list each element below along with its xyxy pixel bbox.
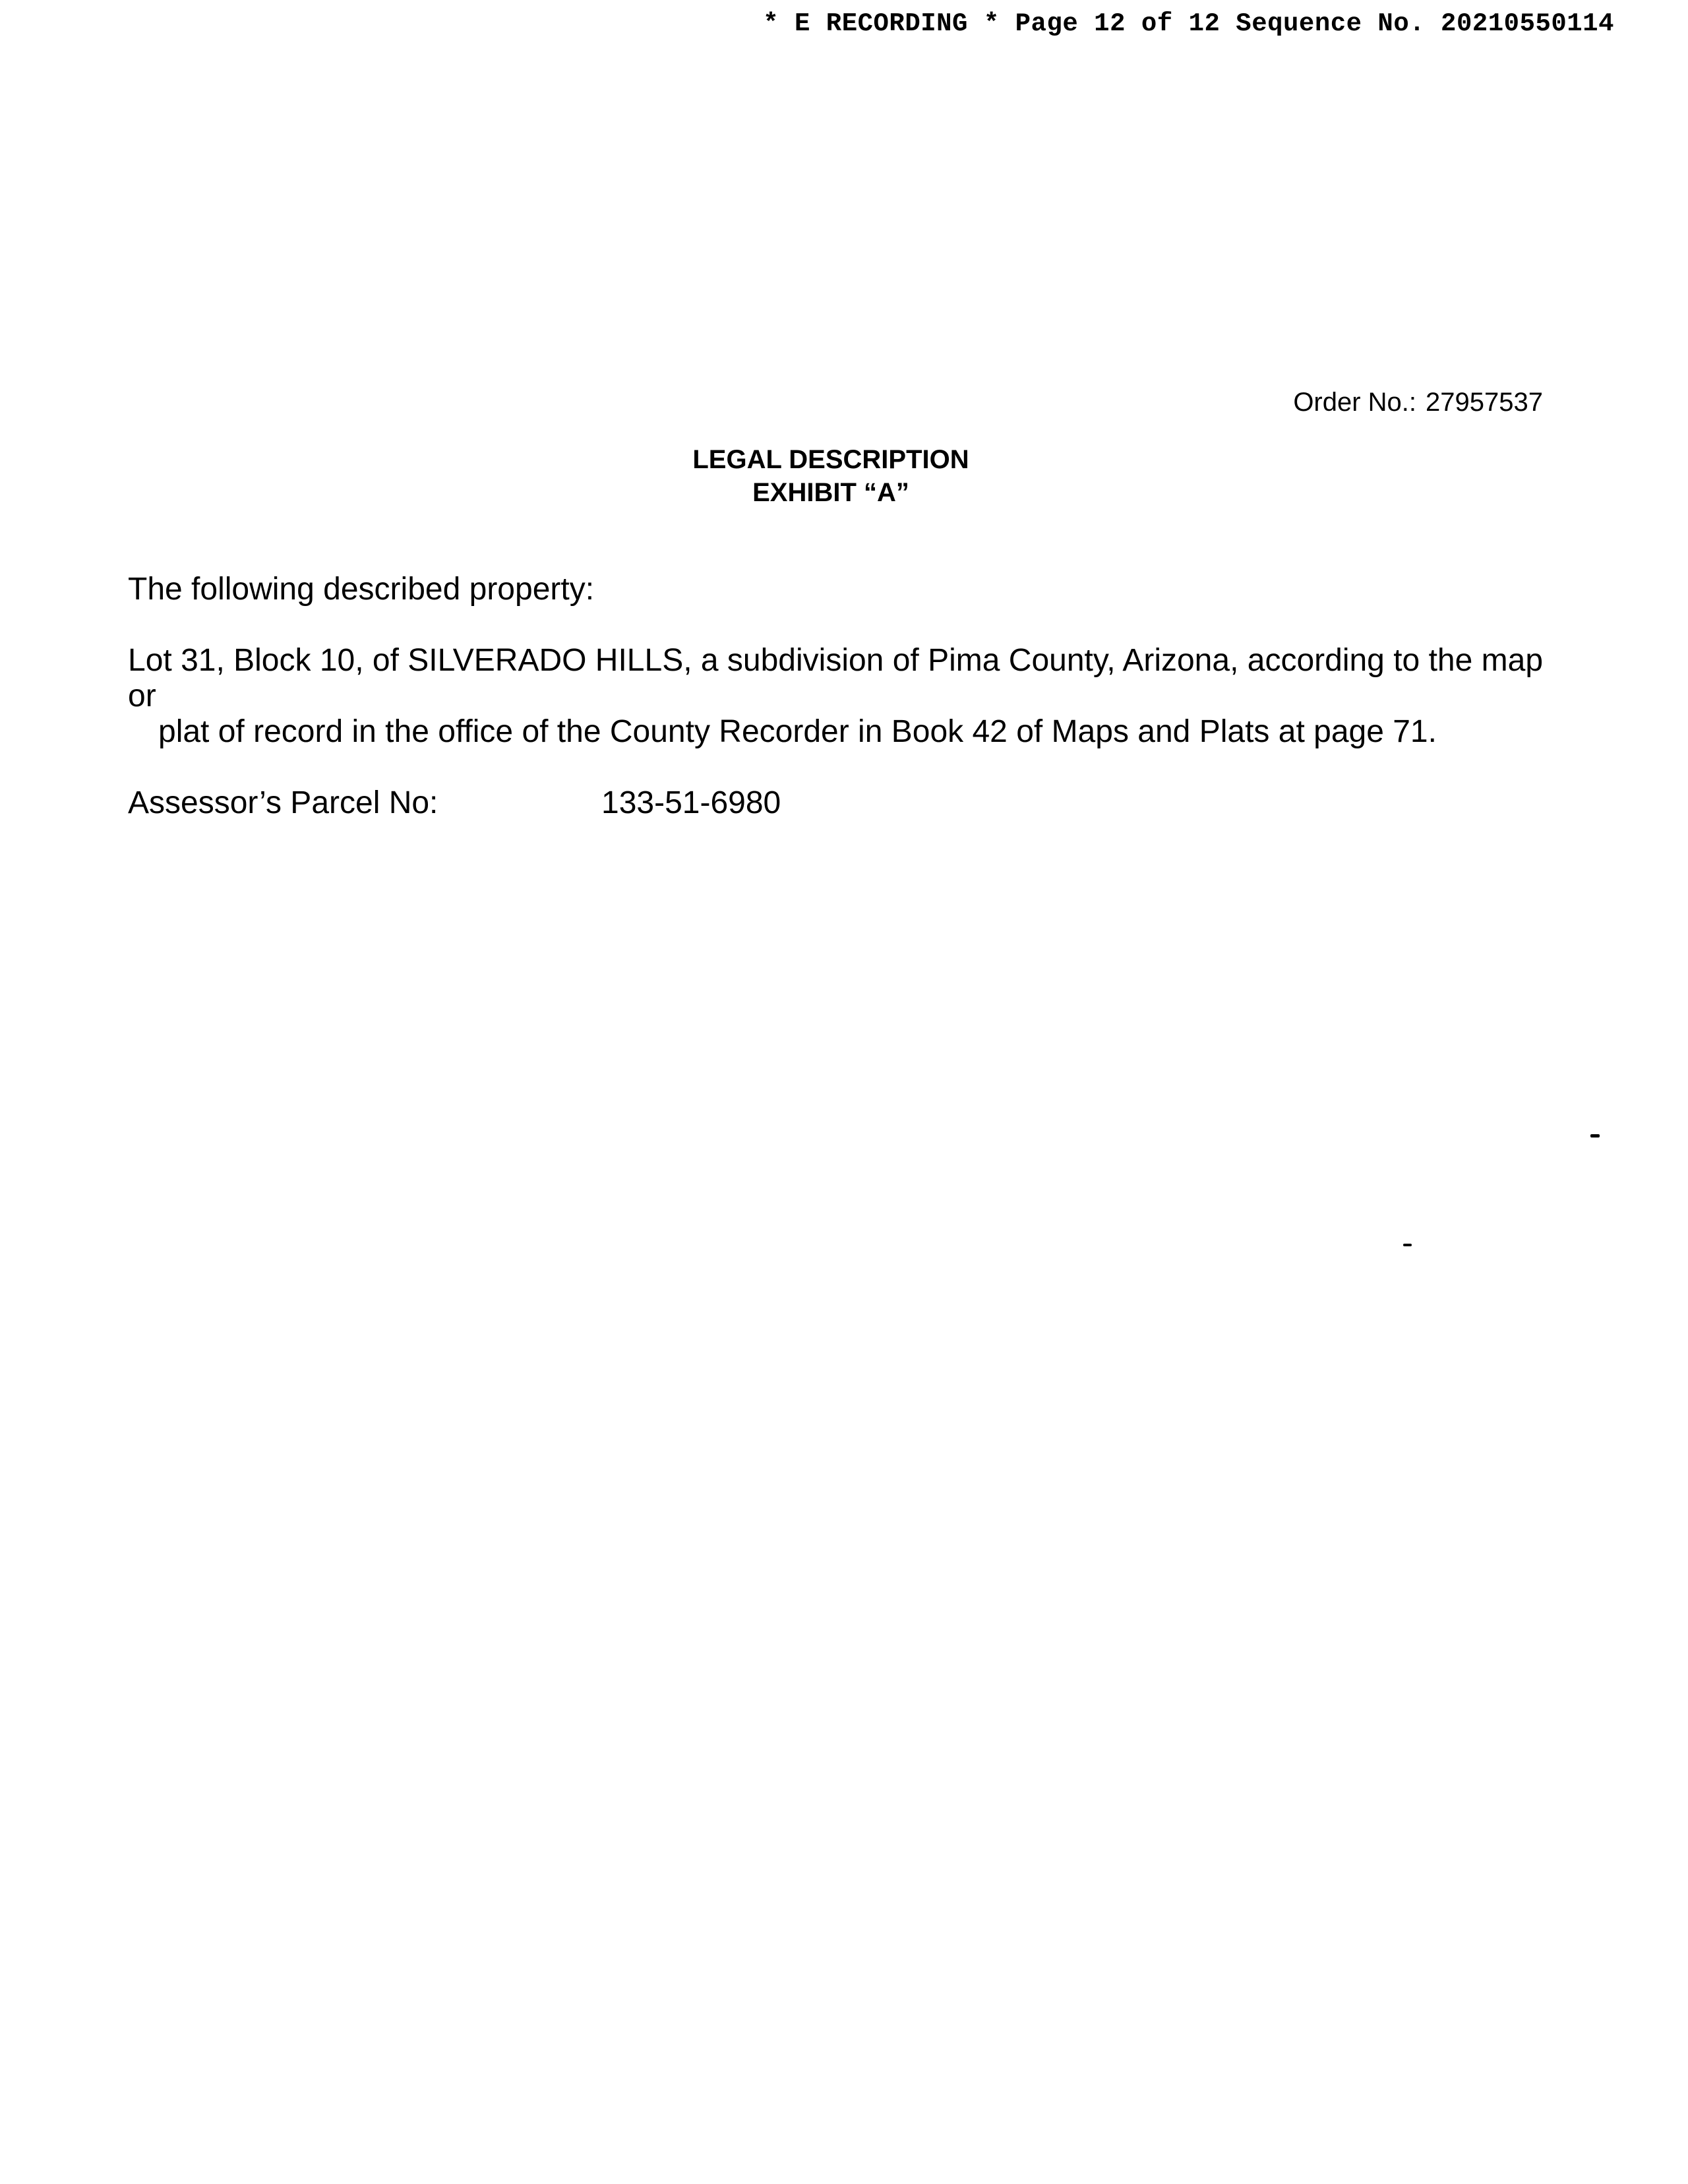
legal-description-line-3: plat of record in the office of the County Recorder in Book 42 of Maps and Plats at page 71. (158, 714, 1437, 749)
order-number-value: 27957537 (1426, 388, 1543, 417)
recording-stamp: * E RECORDING * Page 12 of 12 Sequence No. 20210550114 (763, 9, 1614, 38)
legal-description-line-2: or (128, 679, 156, 713)
scan-speck (1590, 1134, 1600, 1138)
scan-speck (1403, 1244, 1412, 1246)
parcel-number-label: Assessor’s Parcel No: (128, 785, 438, 820)
heading-subtitle: EXHIBIT “A” (752, 478, 909, 507)
intro-text: The following described property: (128, 572, 595, 607)
heading-title: LEGAL DESCRIPTION (692, 445, 969, 474)
legal-description-line-1: Lot 31, Block 10, of SILVERADO HILLS, a subdivision of Pima County, Arizona, according to the map (128, 643, 1544, 678)
order-number-label: Order No.: (1293, 388, 1417, 417)
document-heading (0, 443, 1662, 509)
order-number (1293, 388, 1543, 417)
parcel-number-value: 133-51-6980 (601, 785, 781, 820)
